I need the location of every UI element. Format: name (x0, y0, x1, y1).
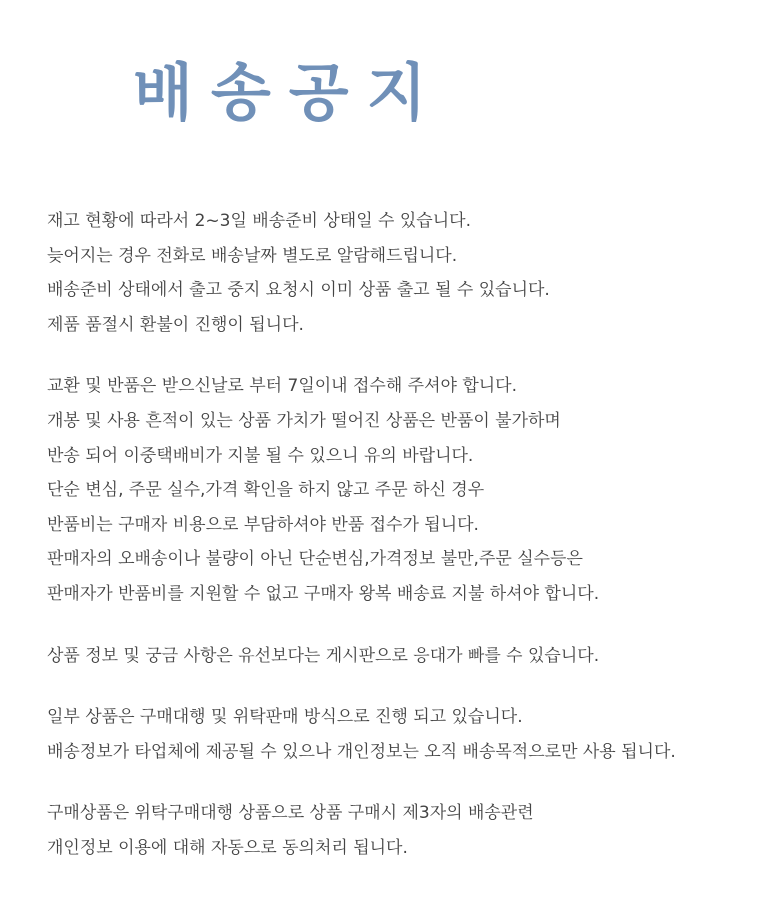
notice-line: 제품 품절시 환불이 진행이 됩니다. (47, 314, 304, 335)
notice-line: 배송준비 상태에서 출고 중지 요청시 이미 상품 출고 될 수 있습니다. (47, 280, 550, 301)
privacy-consent-paragraph (47, 796, 767, 865)
notice-line: 개봉 및 사용 흔적이 있는 상품 가치가 떨어진 상품은 반품이 불가하며 (47, 410, 561, 431)
notice-line: 반품비는 구매자 비용으로 부담하셔야 반품 접수가 됩니다. (47, 514, 479, 535)
notice-line: 일부 상품은 구매대행 및 위탁판매 방식으로 진행 되고 있습니다. (47, 707, 523, 728)
notice-line: 판매자가 반품비를 지원할 수 없고 구매자 왕복 배송료 지불 하셔야 합니다. (47, 583, 600, 604)
notice-line: 배송정보가 타업체에 제공될 수 있으나 개인정보는 오직 배송목적으로만 사용 됩니다. (47, 741, 676, 762)
notice-line: 개인정보 이용에 대해 자동으로 동의처리 됩니다. (47, 837, 408, 858)
notice-line: 늦어지는 경우 전화로 배송날짜 별도로 알람해드립니다. (47, 245, 458, 266)
page-title: 배송공지 (133, 56, 445, 129)
inquiry-paragraph (47, 639, 767, 674)
notice-line: 상품 정보 및 궁금 사항은 유선보다는 게시판으로 응대가 빠를 수 있습니다. (47, 645, 600, 666)
notice-line: 단순 변심, 주문 실수,가격 확인을 하지 않고 주문 하신 경우 (47, 480, 485, 501)
notice-line: 반송 되어 이중택배비가 지불 될 수 있으니 유의 바랍니다. (47, 445, 474, 466)
notice-line: 재고 현황에 따라서 2~3일 배송준비 상태일 수 있습니다. (47, 211, 471, 231)
purchase-agency-paragraph (47, 700, 767, 769)
stock-delivery-paragraph (47, 204, 767, 342)
notice-line: 판매자의 오배송이나 불량이 아닌 단순변심,가격정보 불만,주문 실수등은 (47, 549, 583, 570)
notice-body (47, 204, 767, 893)
notice-line: 교환 및 반품은 받으신날로 부터 7일이내 접수해 주셔야 합니다. (47, 376, 517, 397)
notice-line: 구매상품은 위탁구매대행 상품으로 상품 구매시 제3자의 배송관련 (47, 803, 534, 824)
return-exchange-paragraph (47, 369, 767, 611)
